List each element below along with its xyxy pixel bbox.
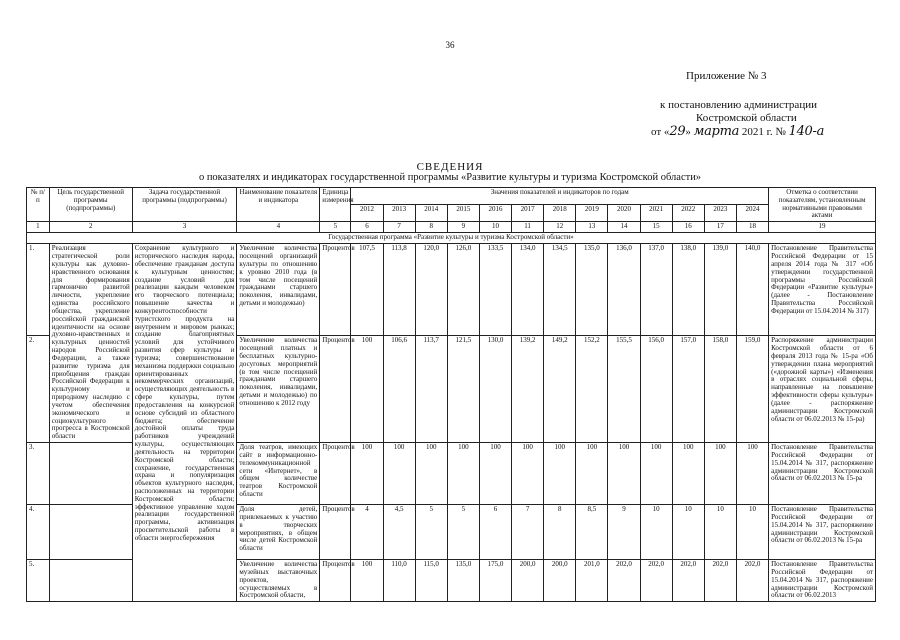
col-number: 16 (672, 222, 704, 233)
col-number: 13 (576, 222, 608, 233)
row-num: 5. (27, 560, 50, 602)
header-year: 2018 (544, 205, 576, 222)
value-cell: 156,0 (640, 336, 672, 443)
value-cell: 113,7 (415, 336, 447, 443)
value-cell: 100 (704, 443, 736, 505)
value-cell: 158,0 (704, 336, 736, 443)
col-number: 4 (237, 222, 320, 233)
annex-line-1: к постановлению администрации (660, 99, 817, 111)
value-cell: 113,8 (383, 244, 415, 336)
row-num: 2. (27, 336, 50, 443)
header-mark: Отметка о соответствии показателям, установленным нормативными правовыми актами (769, 188, 876, 222)
value-cell: 139,0 (704, 244, 736, 336)
value-cell: 100 (351, 560, 383, 602)
header-goal: Цель государственной программы (подпрограммы) (49, 188, 132, 222)
col-number: 3 (132, 222, 237, 233)
header-year: 2021 (640, 205, 672, 222)
header-year: 2023 (704, 205, 736, 222)
value-cell: 7 (512, 505, 544, 560)
value-cell: 202,0 (672, 560, 704, 602)
col-number: 5 (320, 222, 351, 233)
indicator-cell: Увеличение количества посещений организаций культуры по отношению к уровню 2010 года (в том числе посещений гражданами старшего поколения, инвалидами, детьми и молодежью) (237, 244, 320, 336)
value-cell: 126,0 (447, 244, 479, 336)
unit-cell: Процентов (320, 505, 351, 560)
value-cell: 115,0 (415, 560, 447, 602)
header-row-1 (27, 188, 876, 205)
value-cell: 202,0 (704, 560, 736, 602)
value-cell: 6 (479, 505, 511, 560)
value-cell: 100 (544, 443, 576, 505)
value-cell: 8,5 (576, 505, 608, 560)
col-number: 15 (640, 222, 672, 233)
mark-cell: Постановление Правительства Российской Федерации от 15.04.2014 № 317, распоряжение администрации Костромской области от 06.02.2013 (769, 560, 876, 602)
value-cell: 133,5 (479, 244, 511, 336)
date-prefix: от « (651, 126, 670, 138)
value-cell: 202,0 (608, 560, 640, 602)
value-cell: 106,6 (383, 336, 415, 443)
col-number: 11 (512, 222, 544, 233)
value-cell: 5 (415, 505, 447, 560)
program-name: Государственная программа «Развитие культуры и туризма Костромской области» (27, 233, 876, 244)
value-cell: 139,2 (512, 336, 544, 443)
document-subtitle: о показателях и индикаторах государственной программы «Развитие культуры и туризма Костромской области» (198, 172, 702, 183)
value-cell: 107,5 (351, 244, 383, 336)
value-cell: 4 (351, 505, 383, 560)
value-cell: 175,0 (479, 560, 511, 602)
header-year: 2020 (608, 205, 640, 222)
value-cell: 138,0 (672, 244, 704, 336)
value-cell: 9 (608, 505, 640, 560)
value-cell: 100 (383, 443, 415, 505)
value-cell: 100 (640, 443, 672, 505)
value-cell: 100 (351, 336, 383, 443)
unit-cell: Процентов (320, 443, 351, 505)
goal-cell-empty (49, 443, 132, 505)
col-number: 19 (769, 222, 876, 233)
header-year: 2014 (415, 205, 447, 222)
column-numbers-row (27, 222, 876, 233)
value-cell: 130,0 (479, 336, 511, 443)
task-cell: Сохранение культурного и исторического наследия народа, обеспечение гражданам доступа к культурным ценностям; создание условий для реализации каждым человеком его творческого потенциала; повышение качества и конкурентоспособности туристского продукта на внутреннем и мировом рынках; создание благоприятных условий для устойчивого развития сфер культуры и туризма; совершенствование механизма поддержки социально ориентированных некоммерческих организаций, осуществляющих деятельность в сфере культуры, путем предоставления на конкурсной основе субсидий из областного бюджета; обеспечение достойной оплаты труда работников учреждений культуры, осуществляющих деятельность на территории Костромской области; сохранение, государственная охрана и популяризация объектов культурного наследия, расположенных на территории Костромской области; эффективное управление ходом реализации государственной программы, активизация просветительской работы в области энергосбережения (132, 244, 237, 602)
header-year: 2012 (351, 205, 383, 222)
table-row (27, 244, 876, 336)
indicator-cell: Доля театров, имеющих сайт в информационно-телекоммуникационной сети «Интернет», в общем количестве театров Костромской области (237, 443, 320, 505)
header-year: 2013 (383, 205, 415, 222)
page-number: 36 (445, 40, 455, 50)
value-cell: 140,0 (736, 244, 768, 336)
mark-cell: Постановление Правительства Российской Федерации от 15.04.2014 № 317, распоряжение администрации Костромской области от 06.02.2013 № 15-ра (769, 505, 876, 560)
col-number: 7 (383, 222, 415, 233)
header-year: 2016 (479, 205, 511, 222)
value-cell: 159,0 (736, 336, 768, 443)
col-number: 6 (351, 222, 383, 233)
unit-cell: Процентов (320, 560, 351, 602)
row-num: 3. (27, 443, 50, 505)
header-year: 2017 (512, 205, 544, 222)
value-cell: 134,5 (544, 244, 576, 336)
date-separator: » (685, 126, 694, 138)
header-unit: Единица измерения (320, 188, 351, 222)
value-cell: 202,0 (640, 560, 672, 602)
mark-cell: Распоряжение администрации Костромской области от 6 февраля 2013 года № 15-ра «Об утверждении плана мероприятий («дорожной карты») «Изменения в отраслях социальной сферы, направленные на повышение эффективности сферы культуры» (далее - распоряжение администрации Костромской области от 06.02.2013 № 15-ра) (769, 336, 876, 443)
value-cell: 4,5 (383, 505, 415, 560)
header-task: Задача государственной программы (подпрограммы) (132, 188, 237, 222)
value-cell: 100 (576, 443, 608, 505)
header-indicator: Наименование показателя и индикатора (237, 188, 320, 222)
value-cell: 100 (351, 443, 383, 505)
col-number: 10 (479, 222, 511, 233)
document-title: СВЕДЕНИЯ (416, 161, 484, 173)
header-year: 2019 (576, 205, 608, 222)
handwritten-number: 140-а (788, 124, 825, 139)
value-cell: 100 (415, 443, 447, 505)
value-cell: 149,2 (544, 336, 576, 443)
goal-cell: Реализация стратегической роли культуры как духовно-нравственного основания для формирования гармонично развитой личности, укрепление единства российского общества, укрепление российской гражданской идентичности на основе духовно-нравственных и культурных ценностей народов Российской Федерации, а также развитие туризма для приобщения граждан Российской Федерации к культурному и природному наследию с учетом обеспечения экономического и социокультурного прогресса в Костромской области (49, 244, 132, 443)
col-number: 9 (447, 222, 479, 233)
value-cell: 152,2 (576, 336, 608, 443)
annex-title: Приложение № 3 (686, 70, 767, 82)
col-number: 14 (608, 222, 640, 233)
value-cell: 110,0 (383, 560, 415, 602)
indicators-table (26, 187, 876, 602)
handwritten-day: 29 (669, 124, 686, 139)
value-cell: 134,0 (512, 244, 544, 336)
col-number: 17 (704, 222, 736, 233)
col-number: 18 (736, 222, 768, 233)
annex-line-2: Костромской области (696, 112, 797, 124)
value-cell: 5 (447, 505, 479, 560)
value-cell: 202,0 (736, 560, 768, 602)
row-num: 1. (27, 244, 50, 336)
value-cell: 100 (447, 443, 479, 505)
unit-cell: Процентов (320, 336, 351, 443)
value-cell: 8 (544, 505, 576, 560)
goal-cell-empty (49, 505, 132, 560)
value-cell: 136,0 (608, 244, 640, 336)
annex-date-line (651, 124, 824, 139)
value-cell: 135,0 (447, 560, 479, 602)
value-cell: 155,5 (608, 336, 640, 443)
handwritten-month: марта (693, 124, 740, 139)
value-cell: 135,0 (576, 244, 608, 336)
value-cell: 10 (672, 505, 704, 560)
col-number: 12 (544, 222, 576, 233)
header-year: 2024 (736, 205, 768, 222)
value-cell: 100 (479, 443, 511, 505)
row-num: 4. (27, 505, 50, 560)
indicator-cell: Доля детей, привлекаемых к участию в творческих мероприятиях, в общем числе детей Костромской области (237, 505, 320, 560)
col-number: 8 (415, 222, 447, 233)
value-cell: 10 (704, 505, 736, 560)
unit-cell: Процентов (320, 244, 351, 336)
value-cell: 121,5 (447, 336, 479, 443)
indicator-cell: Увеличение количества музейных выставочных проектов, осуществляемых в Костромской области, (237, 560, 320, 602)
goal-cell-empty (49, 560, 132, 602)
program-row (27, 233, 876, 244)
value-cell: 10 (736, 505, 768, 560)
value-cell: 120,0 (415, 244, 447, 336)
value-cell: 200,0 (544, 560, 576, 602)
col-number: 1 (27, 222, 50, 233)
header-num: № п/п (27, 188, 50, 222)
col-number: 2 (49, 222, 132, 233)
header-year: 2022 (672, 205, 704, 222)
value-cell: 100 (672, 443, 704, 505)
date-year-number-prefix: 2021 г. № (739, 126, 789, 138)
header-year: 2015 (447, 205, 479, 222)
indicator-cell: Увеличение количества посещений платных и бесплатных культурно-досуговых мероприятий (в том числе посещений гражданами старшего поколения, инвалидами, детьми и молодежью) по отношению к 2012 году (237, 336, 320, 443)
mark-cell: Постановление Правительства Российской Федерации от 15 апреля 2014 года № 317 «Об утверждении государственной программы Российской Федерации «Развитие культуры» (далее - Постановление Правительства Российской Федерации от 15.04.2014 № 317) (769, 244, 876, 336)
value-cell: 157,0 (672, 336, 704, 443)
value-cell: 100 (512, 443, 544, 505)
value-cell: 137,0 (640, 244, 672, 336)
header-values-group: Значения показателей и индикаторов по годам (351, 188, 769, 205)
value-cell: 100 (608, 443, 640, 505)
value-cell: 100 (736, 443, 768, 505)
value-cell: 201,0 (576, 560, 608, 602)
value-cell: 200,0 (512, 560, 544, 602)
value-cell: 10 (640, 505, 672, 560)
mark-cell: Постановление Правительства Российской Федерации от 15.04.2014 № 317, распоряжение администрации Костромской области от 06.02.2013 № 15-ра (769, 443, 876, 505)
